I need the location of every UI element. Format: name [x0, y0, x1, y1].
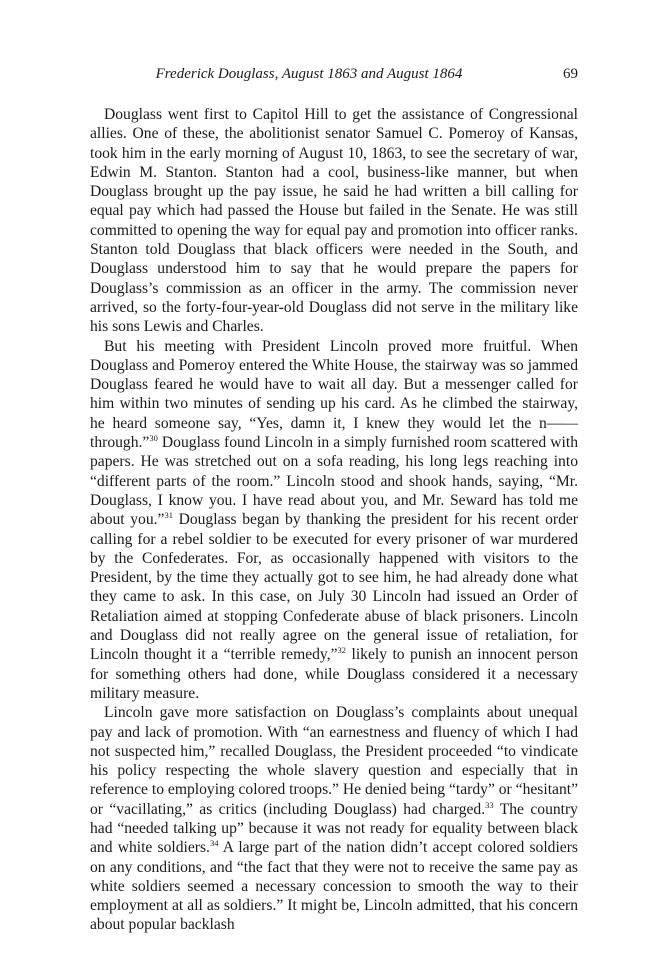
text-run: Douglass found Lincoln in a simply furnished room scattered with papers. He was stretched out on a sofa reading, his long legs reaching into “different parts of the room.” Lincoln stood and shook hands, saying, “Mr. Douglass, I know you. I have read about you, and Mr. Seward has told me about you.” [90, 434, 578, 529]
text-run: Douglass went first to Capitol Hill to get the assistance of Congressional allies. One of these, the abolitionist senator Samuel C. Pomeroy of Kansas, took him in the early morning of August 10, 1863, to see the secretary of war, Edwin M. Stanton. Stanton had a cool, business-like manner, but when Douglass brought up the pay issue, he said he had written a bill calling for equal pay which had passed the House but failed in the Senate. He was still committed to opening the way for equal pay and promotion into officer ranks. Stanton told Douglass that black officers were needed in the South, and Douglass understood him to say that he would prepare the papers for Douglass’s commission as an officer in the army. The commission never arrived, so the forty-four-year-old Douglass did not serve in the military like his sons Lewis and Charles. [90, 106, 578, 336]
footnote-reference: 34 [209, 838, 219, 849]
body-paragraph [90, 337, 578, 704]
footnote-reference: 32 [337, 645, 347, 656]
text-run: But his meeting with President Lincoln proved more fruitful. When Douglass and Pomeroy entered the White House, the stairway was so jammed Douglass feared he would have to wait all day. But a messenger called for him within two minutes of sending up his card. As he climbed the stairway, he heard someone say, “Yes, damn it, I knew they would let the n—— through.” [90, 337, 578, 452]
text-run: Douglass began by thanking the president for his recent order calling for a rebel soldier to be executed for every prisoner of war murdered by the Confederates. For, as occasionally happened with visitors to the President, by the time they actually got to see him, he had already done what they came to ask. In this case, on July 30 Lincoln had issued an Order of Retaliation aimed at stopping Confederate abuse of black prisoners. Lincoln and Douglass did not really agree on the general issue of retaliation, for Lincoln thought it a “terrible remedy,” [90, 511, 578, 664]
footnote-reference: 30 [149, 432, 158, 443]
text-run: Lincoln gave more satisfaction on Douglass’s complaints about unequal pay and lack of promotion. With “an earnestness and fluency of which I had not suspected him,” recalled Douglass, the President proceeded “to vindicate his policy respecting the whole slavery question and especially that in reference to employing colored troops.” He denied being “tardy” or “hesitant” or “vacillating,” as critics (including Douglass) had charged. [90, 704, 578, 818]
running-head [90, 62, 578, 86]
footnote-reference: 31 [164, 510, 173, 521]
text-run: likely to punish an innocent person for something others had done, while Douglass considered it a necessary military measure. [90, 646, 578, 702]
footnote-reference: 33 [485, 799, 494, 810]
page-number: 69 [563, 66, 578, 82]
book-page [90, 62, 578, 935]
body-paragraph [90, 703, 578, 935]
text-run: A large part of the nation didn’t accept colored soldiers on any conditions, and “the fact that they were not to receive the same pay as white soldiers seemed a necessary concession to smooth the way to their employment at all as soldiers.” It might be, Lincoln admitted, that his concern about popular backlash [90, 839, 578, 934]
body-paragraph [90, 105, 578, 337]
text-run: The country had “needed talking up” because it was not ready for equality between black and white soldiers. [90, 800, 578, 857]
body-text [90, 105, 578, 935]
running-title: Frederick Douglass, August 1863 and August 1864 [155, 66, 463, 82]
